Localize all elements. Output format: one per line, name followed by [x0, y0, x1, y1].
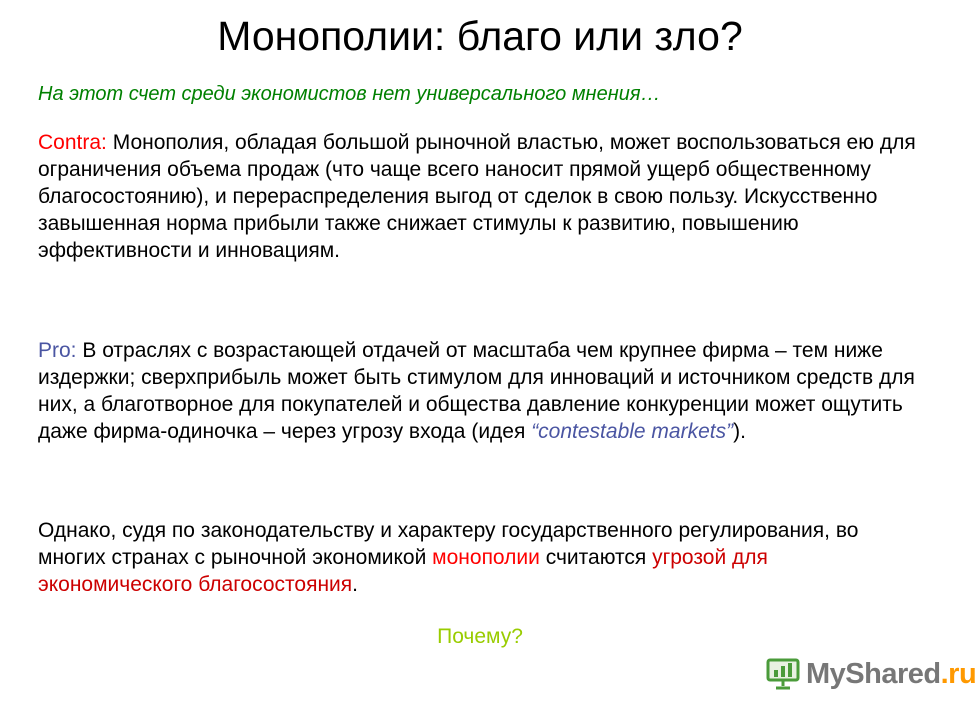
pro-text-before: В отраслях с возрастающей отдачей от масштаба чем крупнее фирма – тем ниже издержки; сверхприбыль может быть стимулом для инноваций и источником средств для них, а благотворное для покупателей и общества давление конкуренции может ощутить даже фирма-одиночка – через угрозу входа (идея	[38, 339, 915, 443]
pro-text-after: ).	[733, 420, 746, 443]
contra-text: Монополия, обладая большой рыночной властью, может воспользоваться ею для ограничения объема продаж (что чаще всего наносит прямой ущерб общественному благосостоянию), и перераспределения выгод от сделок в свою пользу. Искусственно завышенная норма прибыли также снижает стимулы к развитию, повышению эффективности и инновациям.	[38, 131, 916, 262]
logo-brand-main: MyShared	[806, 657, 941, 690]
logo-brand-dot: .ru	[940, 657, 976, 690]
contestable-markets-term: “contestable markets”	[531, 420, 734, 443]
contra-label: Contra:	[38, 131, 107, 154]
pro-paragraph	[38, 337, 928, 445]
however-text-1: Однако, судя по законодательству и характеру государственного регулирования, во многих странах с рыночной экономикой	[38, 519, 859, 569]
however-paragraph	[38, 517, 928, 598]
question-why: Почему?	[437, 625, 523, 648]
however-highlight-monopolies: монополии	[432, 546, 540, 569]
contra-paragraph	[38, 129, 928, 264]
slide-title: Монополии: благо или зло?	[217, 13, 743, 59]
presentation-screen-icon	[766, 658, 800, 690]
myshared-logo	[766, 656, 976, 692]
however-text-3: .	[352, 573, 358, 596]
logo-text	[806, 658, 976, 691]
pro-label: Pro:	[38, 339, 77, 362]
intro-text: На этот счет среди экономистов нет универсального мнения…	[38, 83, 661, 105]
however-text-2: считаются	[539, 546, 653, 569]
however-highlight-threat: угрозой для экономического благосостояния	[38, 546, 768, 596]
